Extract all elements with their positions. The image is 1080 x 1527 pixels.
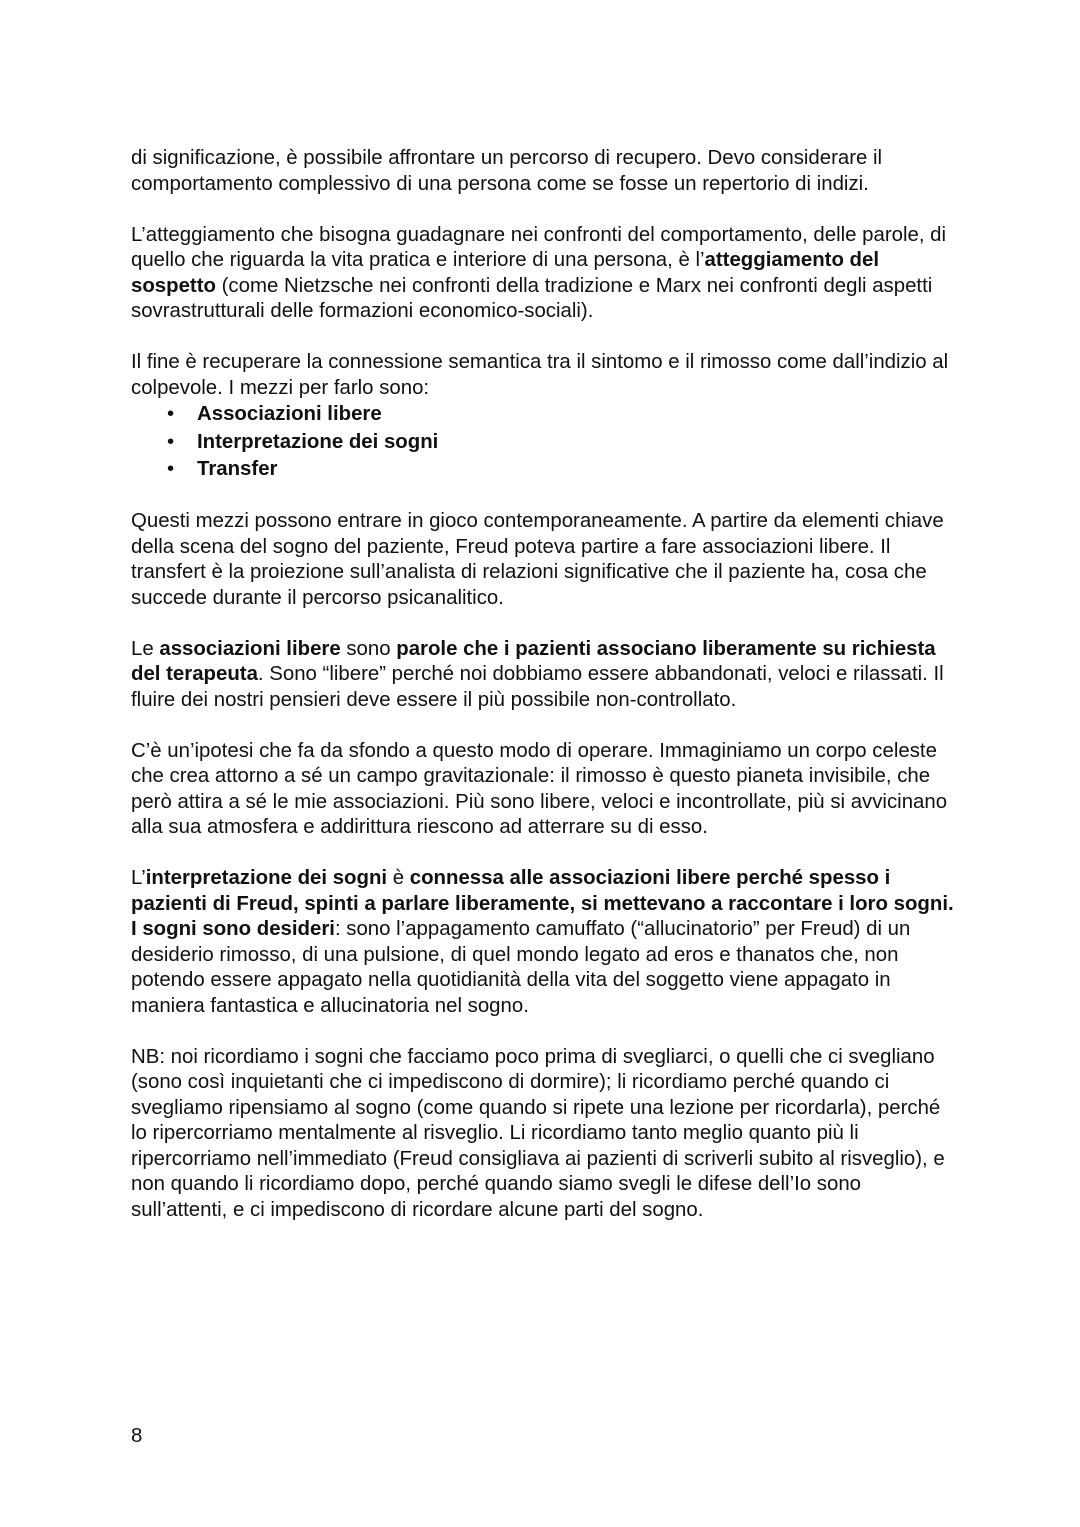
list-item	[131, 401, 961, 429]
paragraph-dreams-desires	[131, 917, 961, 1019]
paragraph-hypothesis-text: C’è un’ipotesi che fa da sfondo a questo modo di operare. Immaginiamo un corpo celeste che crea attorno a sé un campo gravitazionale: il rimosso è questo pianeta invisibile, che però attira a sé le mie associazioni. Più sono libere, veloci e incontrollate, più si avvicinano alla sua atmosfera e addirittura riescono ad atterrare su di esso.	[131, 739, 948, 838]
paragraph-means-together-text: Questi mezzi possono entrare in gioco contemporaneamente. A partire da elementi chiave della scena del sogno del paziente, Freud poteva partire a fare associazioni libere. Il transfert è la proiezione sull’analista di relazioni significative che il paziente ha, cosa che succede durante il percorso psicanalitico.	[131, 510, 944, 609]
paragraph-means-together	[131, 509, 961, 611]
paragraph-dream-interpretation-text-a: L’	[131, 867, 146, 889]
list-item-label: Transfer	[197, 458, 278, 480]
paragraph-recovery-text: di significazione, è possibile affrontare un percorso di recupero. Devo considerare il comportamento complessivo di una persona come se fosse un repertorio di indizi.	[131, 147, 883, 195]
paragraph-note	[131, 1045, 961, 1224]
paragraph-dreams-desires-text-b: : sono l’appagamento camuffato (“allucinatorio” per Freud) di un desiderio rimosso, di una pulsione, di quel mondo legato ad eros e thanatos che, non potendo essere appagato nella quotidianità della vita del soggetto viene appagato in maniera fantastica e allucinatoria nel sogno.	[131, 918, 911, 1017]
document-page	[131, 146, 961, 1249]
term-interpretazione-dei-sogni: interpretazione dei sogni	[145, 867, 388, 889]
page-number: 8	[131, 1425, 143, 1447]
definition-interpretazione-dei-sogni: connessa alle associazioni libere perché spesso i pazienti di Freud, spinti a parlare liberamente, si mettevano a raccontare i loro sogni.	[131, 867, 954, 915]
paragraph-free-associations	[131, 637, 961, 714]
paragraph-dream-interpretation	[131, 866, 961, 917]
paragraph-suspicion-text-a: L’atteggiamento che bisogna guadagnare nei confronti del comportamento, delle parole, di quello che riguarda la vita pratica e interiore di una persona, è l’	[131, 223, 947, 271]
bullet-icon: •	[167, 458, 175, 480]
paragraph-note-text: NB: noi ricordiamo i sogni che facciamo poco prima di svegliarci, o quelli che ci svegliano (sono così inquietanti che ci impediscono di dormire); li ricordiamo perché quando ci svegliamo ripensiamo al sogno (come quando si ripete una lezione per ricordarla), perché lo ripercorriamo mentalmente al risveglio. Li ricordiamo tanto meglio quanto più li ripercorriamo nell’immediato (Freud consigliava ai pazienti di scriverli subito al risveglio), e non quando li ricordiamo dopo, perché quando siamo svegli le difese dell’Io sono sull’attenti, e ci impediscono di ricordare alcune parti del sogno.	[131, 1045, 945, 1221]
paragraph-hypothesis	[131, 739, 961, 841]
bullet-icon: •	[167, 403, 175, 425]
bullet-icon: •	[167, 430, 175, 453]
paragraph-goal	[131, 350, 961, 401]
list-item-label: Associazioni libere	[197, 403, 382, 425]
list-item	[131, 456, 961, 484]
paragraph-suspicion	[131, 223, 961, 325]
term-associazioni-libere: associazioni libere	[159, 637, 341, 660]
list-item	[131, 429, 961, 457]
paragraph-dream-interpretation-text-c: è	[387, 867, 410, 889]
means-list	[131, 401, 961, 484]
term-sogni-desideri: I sogni sono desideri	[131, 918, 335, 940]
paragraph-suspicion-text-c: (come Nietzsche nei confronti della tradizione e Marx nei confronti degli aspetti sovrastrutturali delle formazioni economico-sociali).	[131, 274, 933, 322]
paragraph-free-associations-text-e: . Sono “libere” perché noi dobbiamo essere abbandonati, veloci e rilassati. Il fluire dei nostri pensieri deve essere il più possibile non-controllato.	[131, 663, 944, 711]
term-atteggiamento-del-sospetto: atteggiamento del sospetto	[131, 249, 880, 297]
paragraph-goal-text: Il fine è recuperare la connessione semantica tra il sintomo e il rimosso come dall’indizio al colpevole. I mezzi per farlo sono:	[131, 351, 949, 399]
definition-associazioni-libere: parole che i pazienti associano liberamente su richiesta del terapeuta	[131, 637, 936, 685]
paragraph-recovery	[131, 146, 961, 197]
paragraph-free-associations-text-c: sono	[340, 637, 397, 660]
list-item-label: Interpretazione dei sogni	[197, 430, 439, 453]
paragraph-free-associations-text-a: Le	[131, 637, 160, 660]
